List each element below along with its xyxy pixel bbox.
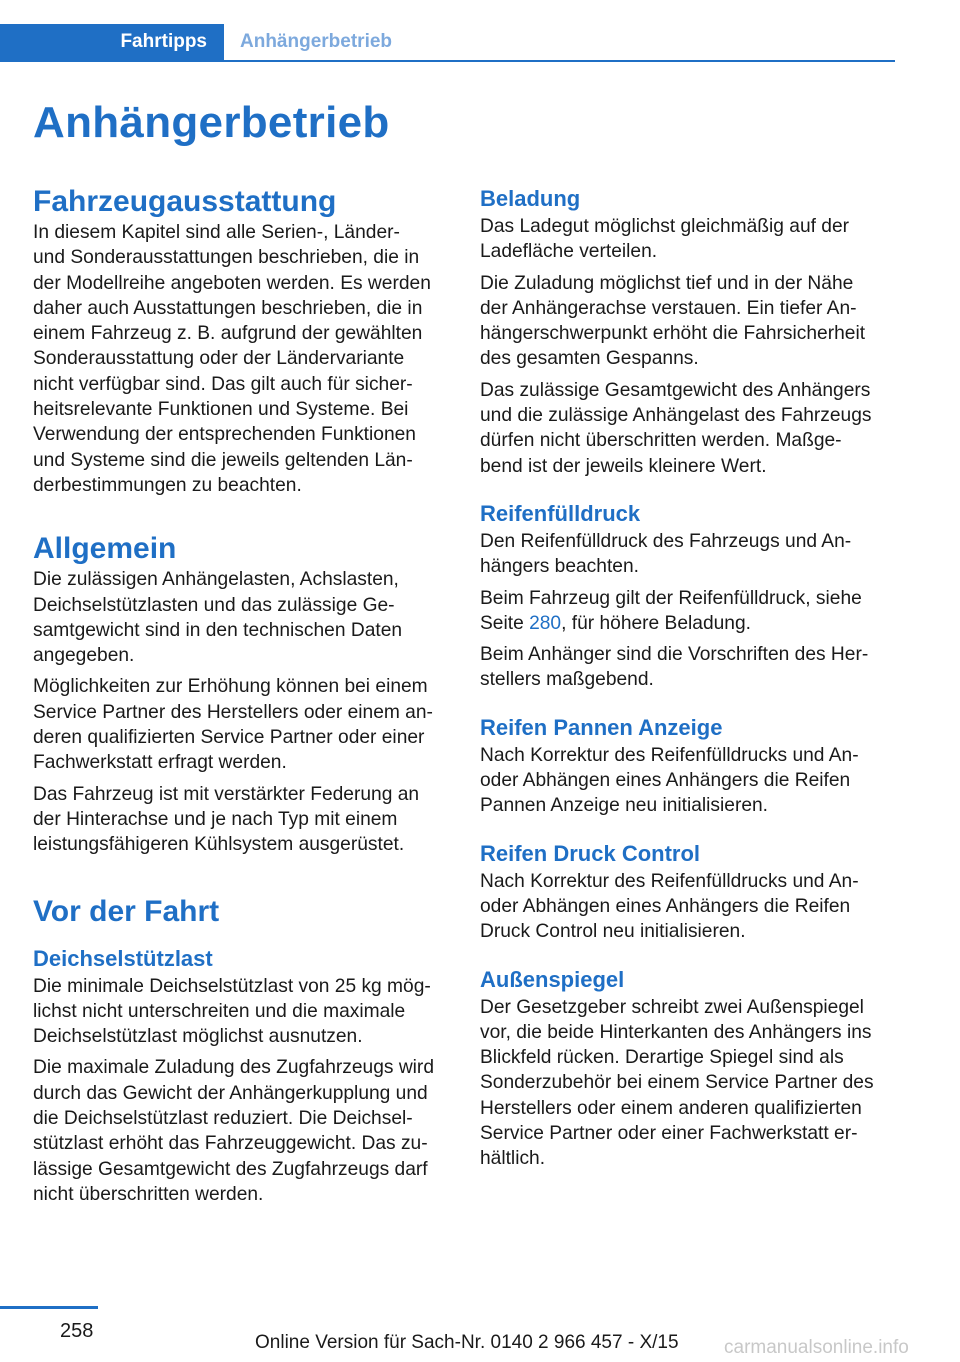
text-line: Sonderzubehör bei einem Service Partner des bbox=[480, 1072, 874, 1094]
heading-vor-der-fahrt: Vor der Fahrt bbox=[33, 894, 220, 928]
paragraph-beladung-3 bbox=[480, 378, 895, 479]
text-line: der Hinterachse und je nach Typ mit einem bbox=[33, 808, 398, 830]
text-line: Die minimale Deichselstützlast von 25 kg mög- bbox=[33, 975, 431, 997]
page-number: 258 bbox=[60, 1320, 94, 1342]
text-line: Pannen Anzeige neu initialisieren. bbox=[480, 795, 769, 817]
watermark: carmanualsonline.info bbox=[724, 1337, 909, 1358]
paragraph-reifen-2 bbox=[480, 586, 895, 637]
text-line: Ladefläche verteilen. bbox=[480, 241, 658, 263]
paragraph-deichsel-1 bbox=[33, 974, 448, 1050]
text-line: dürfen nicht überschritten werden. Maßge- bbox=[480, 430, 842, 452]
paragraph-reifen-3 bbox=[480, 642, 895, 693]
text-line: nicht überschritten werden. bbox=[33, 1183, 264, 1205]
left-column bbox=[33, 184, 448, 1213]
heading-reifenfuelldruck: Reifenfülldruck bbox=[480, 500, 641, 526]
heading-reifen-druck-control: Reifen Druck Control bbox=[480, 840, 701, 866]
heading-reifen-pannen-anzeige: Reifen Pannen Anzeige bbox=[480, 714, 723, 740]
text-line: Deichselstützlasten und das zulässige Ge- bbox=[33, 594, 395, 616]
text-line: Die zulässigen Anhängelasten, Achslasten, bbox=[33, 569, 399, 591]
footer-version-text: Online Version für Sach-Nr. 0140 2 966 457 - X/15 bbox=[255, 1332, 679, 1353]
text-line: Druck Control neu initialisieren. bbox=[480, 921, 746, 943]
text-line: Sonderausstattung oder der Ländervariante bbox=[33, 348, 405, 370]
paragraph-beladung-1 bbox=[480, 214, 895, 265]
right-column bbox=[480, 184, 895, 1178]
paragraph-beladung-2 bbox=[480, 271, 895, 372]
text-line: die Deichselstützlast reduziert. Die Deichsel- bbox=[33, 1108, 413, 1130]
text-line: stützlast erhöht das Fahrzeuggewicht. Das zu- bbox=[33, 1133, 428, 1155]
text-line: und Sonderausstattungen beschrieben, die in bbox=[33, 247, 420, 269]
paragraph-fahrzeugausstattung bbox=[33, 220, 448, 498]
text-line: Das Ladegut möglichst gleichmäßig auf der bbox=[480, 216, 850, 237]
text-line: Fachwerkstatt erfragt werden. bbox=[33, 752, 287, 774]
text-line: heitsrelevante Funktionen und Systeme. Bei bbox=[33, 399, 409, 421]
text-line: Service Partner oder einer Fachwerkstatt er- bbox=[480, 1123, 858, 1145]
text-line: derbestimmungen zu beachten. bbox=[33, 474, 302, 496]
reifen-seite-text: Seite bbox=[480, 612, 530, 634]
text-line: Der Gesetzgeber schreibt zwei Außenspiegel bbox=[480, 996, 864, 1018]
text-line: daher auch Ausstattungen beschrieben, die in bbox=[33, 297, 423, 319]
text-line: durch das Gewicht der Anhängerkupplung und bbox=[33, 1082, 428, 1104]
page-link-280[interactable]: 280 bbox=[529, 612, 562, 634]
tab-anhaengerbetrieb[interactable]: Anhängerbetrieb bbox=[240, 31, 393, 52]
text-line: lässige Gesamtgewicht des Zugfahrzeugs darf bbox=[33, 1158, 428, 1180]
text-line: hältlich. bbox=[480, 1148, 546, 1170]
paragraph-allgemein-2 bbox=[33, 674, 448, 775]
paragraph-reifen-1 bbox=[480, 529, 895, 580]
text-line: bend ist der jeweils kleinere Wert. bbox=[480, 455, 767, 477]
paragraph-aussenspiegel bbox=[480, 995, 895, 1172]
text-line: Blickfeld rücken. Derartige Spiegel sind als bbox=[480, 1047, 844, 1069]
text-line: und die zulässige Anhängelast des Fahrzeugs bbox=[480, 405, 872, 427]
header-tabbar bbox=[0, 24, 895, 62]
text-line: stellers maßgebend. bbox=[480, 669, 654, 691]
text-line: und Systeme sind die jeweils geltenden Län- bbox=[33, 449, 413, 471]
text-line: Den Reifenfülldruck des Fahrzeugs und An- bbox=[480, 530, 852, 552]
text-line: Verwendung der entsprechenden Funktionen bbox=[33, 424, 416, 446]
text-line: Nach Korrektur des Reifenfülldrucks und An- bbox=[480, 870, 859, 892]
text-line: samtgewicht sind in den technischen Daten bbox=[33, 619, 403, 641]
text-line: Das Fahrzeug ist mit verstärkter Federung an bbox=[33, 783, 420, 805]
tab-fahrtipps[interactable]: Fahrtipps bbox=[0, 24, 224, 60]
heading-allgemein: Allgemein bbox=[33, 532, 177, 566]
text-line: angegeben. bbox=[33, 645, 135, 667]
text-line: des gesamten Gespanns. bbox=[480, 348, 699, 370]
footer-rule bbox=[0, 1306, 98, 1309]
text-line: Service Partner des Herstellers oder einem an- bbox=[33, 701, 433, 723]
text-line: Möglichkeiten zur Erhöhung können bei einem bbox=[33, 676, 428, 698]
heading-fahrzeugausstattung: Fahrzeugausstattung bbox=[33, 185, 337, 218]
text-line: einem Fahrzeug z. B. aufgrund der gewählten bbox=[33, 323, 423, 345]
text-line: Das zulässige Gesamtgewicht des Anhängers bbox=[480, 379, 871, 401]
paragraph-rdc bbox=[480, 869, 895, 945]
paragraph-rpa bbox=[480, 743, 895, 819]
text-line: oder Abhängen eines Anhängers die Reifen bbox=[480, 770, 851, 792]
reifen-beladung-text: , für höhere Beladung. bbox=[561, 612, 751, 634]
text-line: hängerschwerpunkt erhöht die Fahrsicherheit bbox=[480, 323, 866, 345]
text-line: Nach Korrektur des Reifenfülldrucks und An- bbox=[480, 744, 859, 766]
text-line: hängers beachten. bbox=[480, 556, 639, 578]
page-title: Anhängerbetrieb bbox=[33, 98, 390, 147]
text-line: lichst nicht unterschreiten und die maximale bbox=[33, 1000, 406, 1022]
paragraph-allgemein-3 bbox=[33, 782, 448, 858]
text-line: Deichselstützlast möglichst ausnutzen. bbox=[33, 1026, 363, 1048]
text-line: der Modellreihe angeboten werden. Es werden bbox=[33, 272, 431, 294]
text-line: Die Zuladung möglichst tief und in der Nähe bbox=[480, 272, 854, 294]
text-line: der Anhängerachse verstauen. Ein tiefer An- bbox=[480, 297, 857, 319]
heading-beladung: Beladung bbox=[480, 186, 581, 211]
text-line: deren qualifizierten Service Partner oder einer bbox=[33, 727, 425, 749]
text-line: Beim Anhänger sind die Vorschriften des Her- bbox=[480, 644, 869, 666]
text-line: oder Abhängen eines Anhängers die Reifen bbox=[480, 895, 851, 917]
text-line: Herstellers oder einem anderen qualifizierten bbox=[480, 1097, 862, 1119]
reifen-line-1: Beim Fahrzeug gilt der Reifenfülldruck, siehe bbox=[480, 587, 862, 609]
heading-aussenspiegel: Außenspiegel bbox=[480, 966, 625, 992]
text-line: In diesem Kapitel sind alle Serien-, Länder- bbox=[33, 222, 400, 243]
paragraph-allgemein-1 bbox=[33, 567, 448, 668]
text-line: Die maximale Zuladung des Zugfahrzeugs wird bbox=[33, 1057, 434, 1079]
text-line: nicht verfügbar sind. Das gilt auch für sicher- bbox=[33, 373, 413, 395]
text-line: vor, die beide Hinterkanten des Anhängers ins bbox=[480, 1021, 872, 1043]
heading-deichselstuetzlast: Deichselstützlast bbox=[33, 945, 213, 971]
text-line: leistungsfähigeren Kühlsystem ausgerüstet. bbox=[33, 834, 405, 856]
paragraph-deichsel-2 bbox=[33, 1055, 448, 1207]
